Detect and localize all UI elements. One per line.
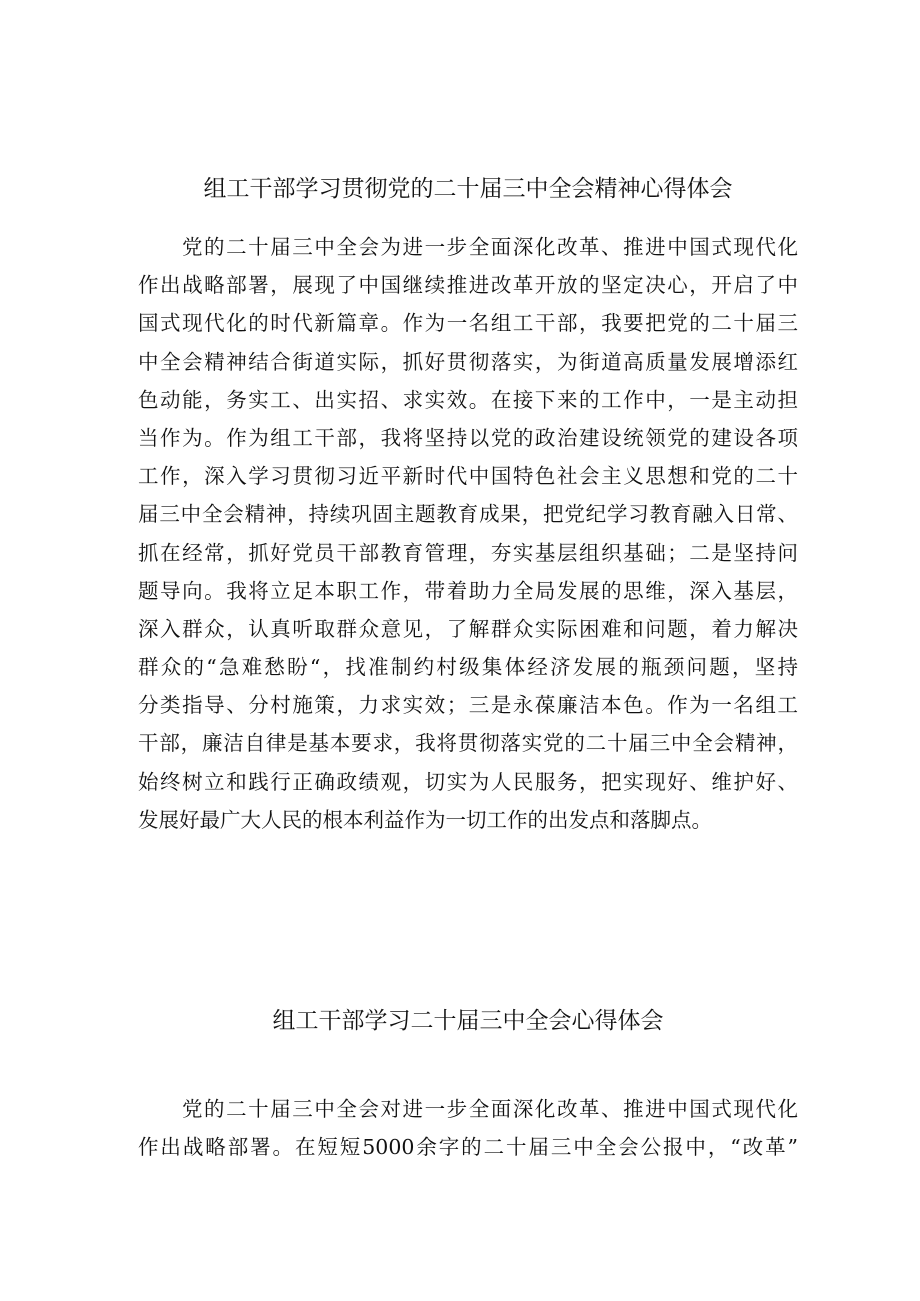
paragraph-line: 群众的“急难愁盼“，找准制约村级集体经济发展的瓶颈问题，坚持 — [138, 655, 798, 680]
section-title-1: 组工干部学习贯彻党的二十届三中全会精神心得体会 — [203, 176, 733, 202]
section-body-1 — [138, 228, 798, 839]
paragraph-line: 党的二十届三中全会对进一步全面深化改革、推进中国式现代化 — [182, 1097, 798, 1121]
paragraph-line: 深入群众，认真听取群众意见，了解群众实际困难和问题，着力解决 — [138, 616, 798, 641]
paragraph-line: 国式现代化的时代新篇章。作为一名组工干部，我要把党的二十届三 — [138, 311, 798, 336]
paragraph-line: 题导向。我将立足本职工作，带着助力全局发展的思维，深入基层， — [138, 578, 798, 603]
paragraph-line: 始终树立和践行正确政绩观，切实为人民服务，把实现好、维护好、 — [138, 769, 798, 794]
paragraph-line: 届三中全会精神，持续巩固主题教育成果，把党纪学习教育融入日常、 — [138, 502, 798, 527]
paragraph-line: 作出战略部署，展现了中国继续推进改革开放的坚定决心，开启了中 — [138, 273, 798, 298]
paragraph-line: 作出战略部署。在短短5000余字的二十届三中全会公报中，“改革” — [138, 1135, 798, 1160]
paragraph-line: 当作为。作为组工干部，我将坚持以党的政治建设统领党的建设各项 — [138, 425, 798, 450]
paragraph-line: 中全会精神结合街道实际，抓好贯彻落实，为街道高质量发展增添红 — [138, 349, 798, 374]
paragraph-line: 党的二十届三中全会为进一步全面深化改革、推进中国式现代化 — [182, 235, 798, 259]
paragraph-line: 分类指导、分村施策，力求实效；三是永葆廉洁本色。作为一名组工 — [138, 693, 798, 718]
paragraph-line: 色动能，务实工、出实招、求实效。在接下来的工作中，一是主动担 — [138, 387, 798, 412]
section-body-2 — [138, 1090, 798, 1166]
section-title-2: 组工干部学习二十届三中全会心得体会 — [272, 1008, 664, 1034]
paragraph-line: 抓在经常，抓好党员干部教育管理，夯实基层组织基础；二是坚持问 — [138, 540, 798, 565]
paragraph-line: 发展好最广大人民的根本利益作为一切工作的出发点和落脚点。 — [138, 807, 712, 832]
paragraph-line: 工作，深入学习贯彻习近平新时代中国特色社会主义思想和党的二十 — [138, 464, 798, 489]
paragraph-line: 干部，廉洁自律是基本要求，我将贯彻落实党的二十届三中全会精神， — [138, 731, 798, 756]
